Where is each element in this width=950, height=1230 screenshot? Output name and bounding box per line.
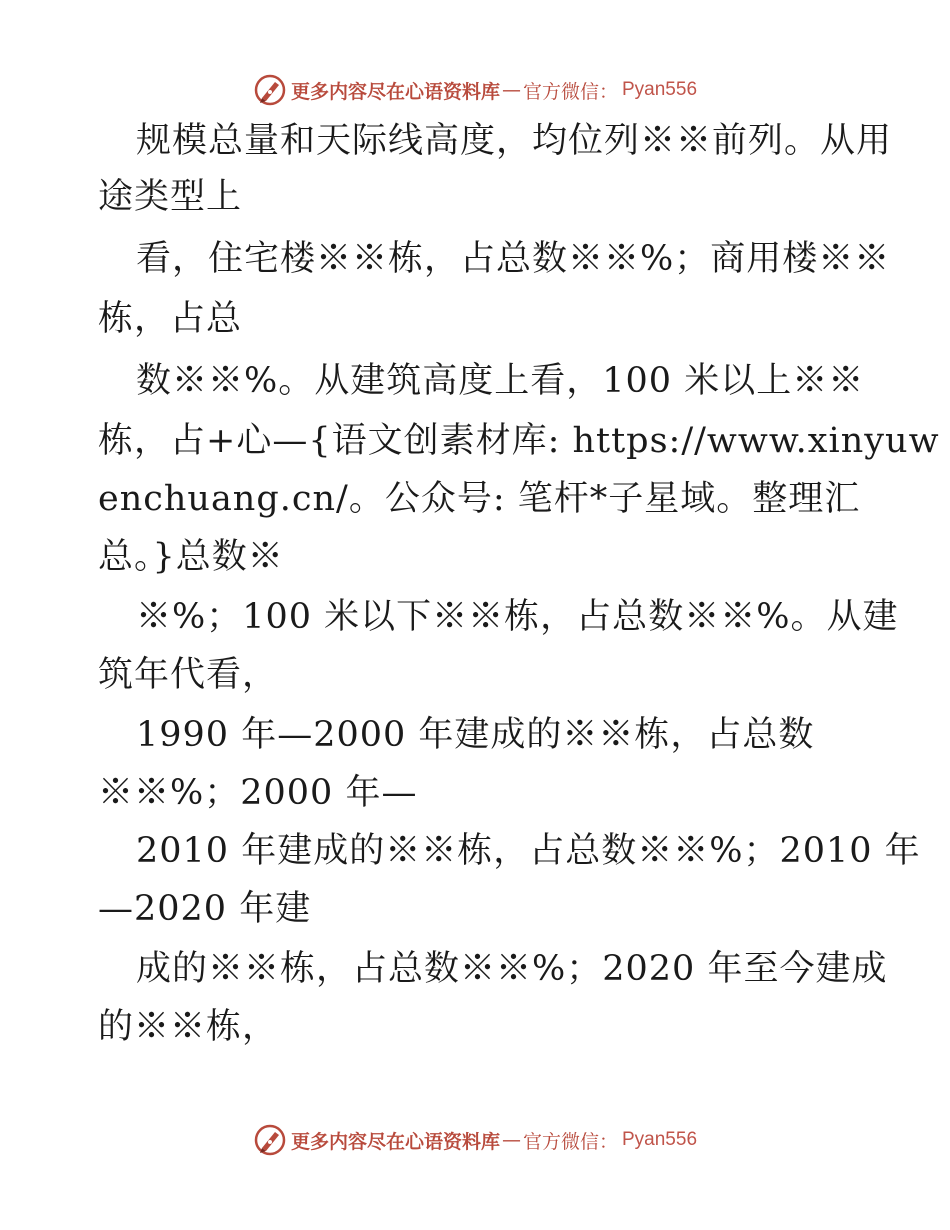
banner-wechat-id: Pyan556 [622, 79, 698, 100]
text-line: 栋，占总 [98, 299, 243, 339]
text-line: 的※※栋， [98, 1007, 279, 1047]
banner-title: 更多内容尽在心语资料库 [290, 1130, 500, 1153]
text-line: 2010 年建成的※※栋，占总数※※%；2010 年 [136, 831, 921, 871]
pen-nib-logo-icon [253, 73, 287, 107]
banner-separator: — [501, 1129, 521, 1151]
header-banner [0, 70, 950, 110]
text-line: 途类型上 [98, 177, 243, 217]
banner-wechat-id: Pyan556 [622, 1129, 698, 1150]
text-line: ※%；100 米以下※※栋，占总数※※%。从建 [136, 597, 899, 637]
pen-nib-logo-icon [253, 1123, 287, 1157]
text-line: 总。}总数※ [98, 537, 284, 577]
text-line: 栋，占+心—{语文创素材库: https://www.xinyuw [98, 421, 940, 461]
banner-title: 更多内容尽在心语资料库 [290, 80, 500, 103]
banner-wechat-label: 官方微信： [522, 80, 618, 103]
text-line: ※※%；2000 年— [98, 773, 418, 813]
text-line: enchuang.cn/。公众号: 笔杆*子星域。整理汇 [98, 479, 861, 519]
text-line: —2020 年建 [98, 889, 312, 929]
text-line: 规模总量和天际线高度，均位列※※前列。从用 [136, 121, 893, 161]
text-line: 筑年代看， [98, 655, 279, 695]
text-line: 数※※%。从建筑高度上看，100 米以上※※ [136, 361, 865, 401]
text-line: 成的※※栋，占总数※※%；2020 年至今建成 [136, 949, 888, 989]
text-line: 1990 年—2000 年建成的※※栋，占总数 [136, 715, 815, 755]
banner-wechat-label: 官方微信： [522, 1130, 618, 1153]
text-line: 看，住宅楼※※栋，占总数※※%；商用楼※※ [136, 239, 891, 279]
banner-separator: — [501, 79, 521, 101]
footer-banner [0, 1120, 950, 1160]
